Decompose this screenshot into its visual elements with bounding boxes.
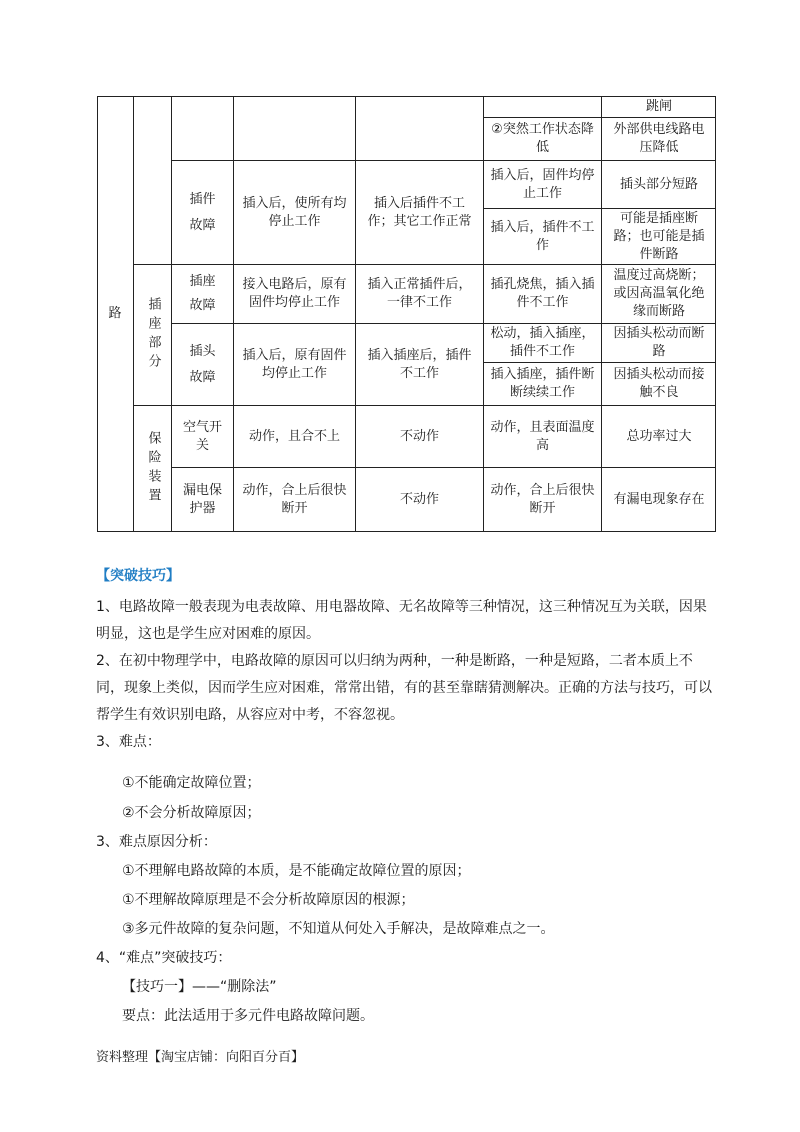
table-cell: 温度过高烧断；或因高温氧化绝缘而断路 bbox=[613, 268, 705, 319]
table-cell: 松动，插入插座，插件不工作 bbox=[490, 326, 595, 359]
list-item: 【技巧一】——“删除法” bbox=[122, 979, 277, 995]
table-cell: 动作，且合不上 bbox=[248, 428, 340, 444]
category-cell: 路 bbox=[108, 306, 122, 321]
paragraph-3: 3、难点： bbox=[96, 734, 161, 750]
table-cell: 插入后，原有固件均停止工作 bbox=[242, 347, 347, 381]
row-label-plug: 插头故障 bbox=[189, 343, 216, 385]
paragraph-1: 1、电路故障一般表现为电表故障、用电器故障、无名故障等三种情况，这三种情况互为关联，因果明显，这也是学生应对困难的原因。 bbox=[96, 599, 707, 642]
table-cell: 插入正常插件后，一律不工作 bbox=[367, 277, 472, 310]
table-cell: ②突然工作状态降低 bbox=[491, 122, 594, 155]
table-cell: 插孔烧焦，插入插件不工作 bbox=[490, 277, 595, 310]
list-item: ②不会分析故障原因； bbox=[122, 805, 261, 821]
list-item: ③多元件故障的复杂问题，不知道从何处入手解决，是故障难点之一。 bbox=[122, 921, 555, 937]
list-item: 要点：此法适用于多元件电路故障问题。 bbox=[122, 1008, 374, 1024]
group-safety-label: 保险装置 bbox=[145, 431, 161, 507]
table-cell: 可能是插座断路；也可能是插件断路 bbox=[613, 210, 705, 262]
table-cell: 插入后，固件均停止工作 bbox=[490, 167, 595, 201]
table-cell: 有漏电现象存在 bbox=[613, 492, 705, 507]
row-label-air: 空气开关 bbox=[182, 419, 222, 453]
section-heading: 【突破技巧】 bbox=[96, 568, 180, 584]
paragraph-4: 3、难点原因分析： bbox=[96, 834, 217, 850]
list-item: ①不理解电路故障的本质，是不能确定故障位置的原因； bbox=[122, 863, 471, 879]
table-cell: 因插头松动而断路 bbox=[613, 326, 705, 359]
row-label-plugpart: 插件故障 bbox=[189, 191, 216, 233]
row-label-socket: 插座故障 bbox=[189, 274, 216, 313]
table-cell: 插入插座后，插件不工作 bbox=[367, 347, 472, 381]
table-cell: 插入后，插件不工作 bbox=[490, 219, 595, 253]
table-cell: 动作，合上后很快断开 bbox=[242, 483, 347, 516]
group-socket-label: 插座部分 bbox=[145, 297, 161, 373]
list-item: ①不理解故障原理是不会分析故障原因的根源； bbox=[122, 892, 415, 908]
table-cell: 接入电路后，原有固件均停止工作 bbox=[242, 277, 347, 310]
table-cell: 插入插座，插件断断续续工作 bbox=[490, 367, 595, 400]
table-cell: 插头部分短路 bbox=[619, 176, 698, 192]
table-cell: 跳闸 bbox=[645, 98, 672, 114]
paragraph-2: 2、在初中物理学中，电路故障的原因可以归纳为两种，一种是断路，一种是短路，二者本质上不同，现象上类似，因而学生应对困难，常常出错，有的甚至靠瞎猜测解决。正确的方法与技巧，可以帮学生有效识别电路，从容应对中考，不容忽视。 bbox=[96, 653, 712, 723]
footer-text: 资料整理【淘宝店铺：向阳百分百】 bbox=[96, 1050, 305, 1065]
table-cell: 因插头松动而接触不良 bbox=[613, 367, 705, 400]
table-cell: 动作，且表面温度高 bbox=[490, 419, 595, 453]
row-label-leak: 漏电保护器 bbox=[182, 483, 222, 516]
table-cell: 外部供电线路电压降低 bbox=[613, 122, 705, 155]
table-cell: 不动作 bbox=[399, 492, 439, 507]
paragraph-5: 4、“难点”突破技巧： bbox=[96, 950, 232, 966]
table-cell: 插入后插件不工作；其它工作正常 bbox=[367, 195, 472, 229]
table-cell: 动作，合上后很快断开 bbox=[490, 483, 595, 516]
list-item: ①不能确定故障位置； bbox=[122, 775, 261, 791]
table-cell: 不动作 bbox=[399, 428, 439, 444]
table-cell: 总功率过大 bbox=[626, 428, 692, 444]
table-cell: 插入后，使所有均停止工作 bbox=[242, 195, 347, 229]
